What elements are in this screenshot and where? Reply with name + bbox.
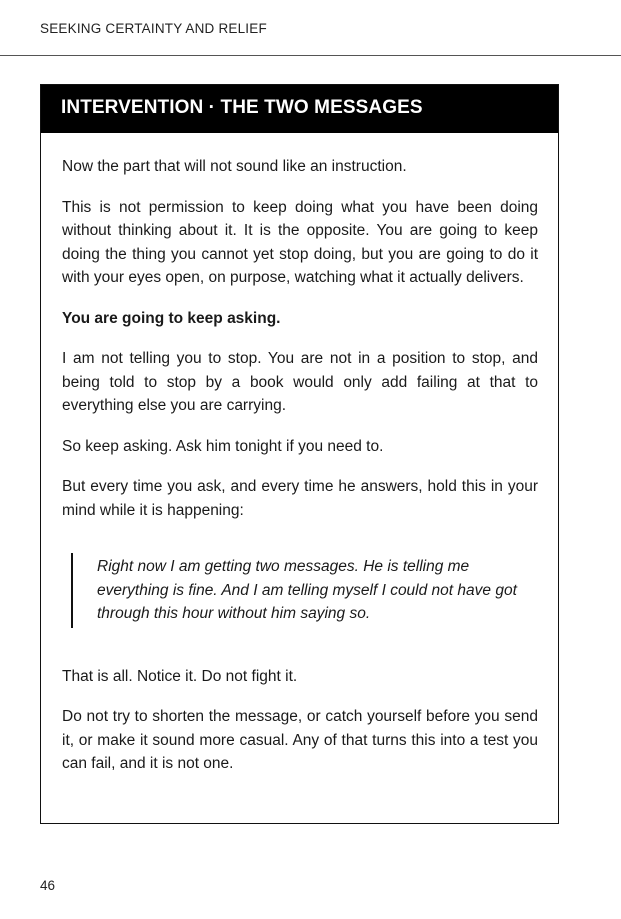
paragraph: I am not telling you to stop. You are not in a position to stop, and being told to stop by a book would only add failing at that to everything else you are carrying. [62, 350, 538, 414]
paragraph: So keep asking. Ask him tonight if you need to. [62, 437, 384, 455]
box-title: INTERVENTION · THE TWO MESSAGES [41, 85, 558, 133]
header-rule [0, 55, 621, 56]
paragraph: But every time you ask, and every time he answers, hold this in your mind while it is happening: [62, 478, 538, 519]
block-quote: Right now I am getting two messages. He is telling me everything is fine. And I am telling myself I could not have got through this hour without him saying so. [71, 553, 538, 628]
running-header: SEEKING CERTAINTY AND RELIEF [40, 21, 267, 36]
paragraph: This is not permission to keep doing what you have been doing without thinking about it. It is the opposite. You are going to keep doing the thing you cannot yet stop doing, but you are going to do it with your eyes open, on purpose, watching what it actually delivers. [62, 198, 538, 286]
paragraph: That is all. Notice it. Do not fight it. [62, 667, 298, 685]
intervention-box [40, 84, 559, 824]
emphasis-line: You are going to keep asking. [62, 309, 281, 327]
box-body [41, 133, 558, 776]
paragraph: Now the part that will not sound like an instruction. [62, 158, 407, 175]
page-number: 46 [40, 878, 56, 893]
paragraph: Do not try to shorten the message, or catch yourself before you send it, or make it sound more casual. Any of that turns this into a test you can fail, and it is not one. [62, 708, 538, 772]
